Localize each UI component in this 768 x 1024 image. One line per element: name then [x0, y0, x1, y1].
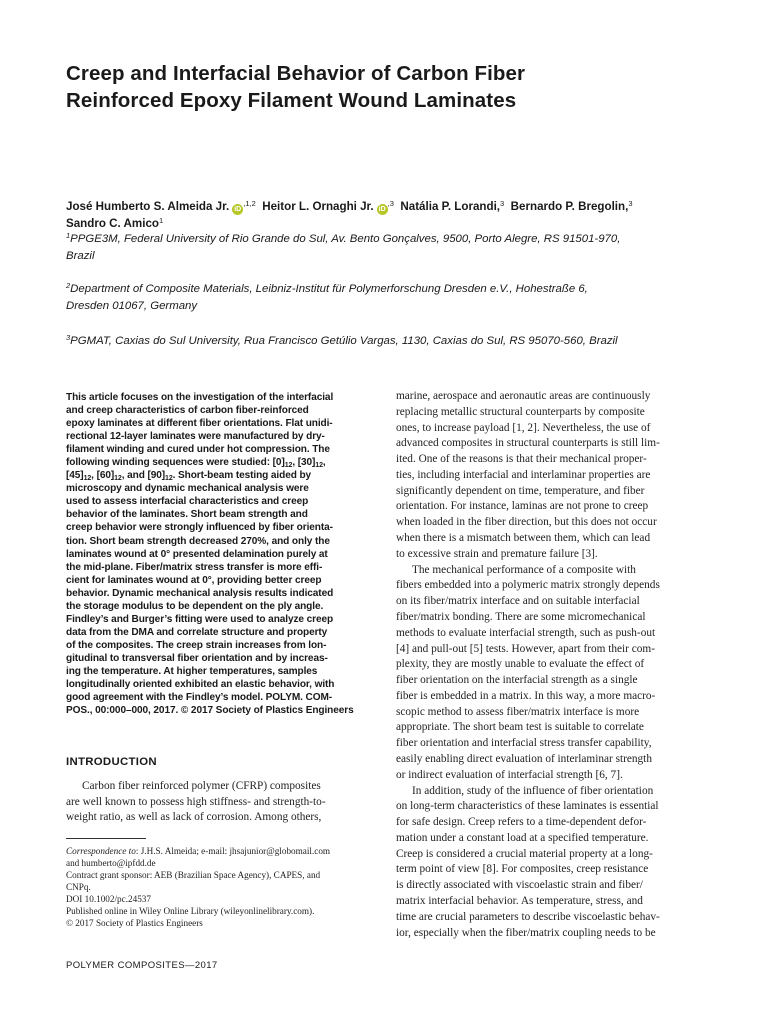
affiliation-text: PGMAT, Caxias do Sul University, Rua Francisco Getúlio Vargas, 1130, Caxias do Sul, RS 95070-560, Brazil [70, 335, 618, 347]
affiliation-marker: 1 [66, 231, 71, 240]
abstract-line: and creep characteristics of carbon fiber-reinforced [66, 405, 309, 417]
body-line: ited. One of the reasons is that their mechanical proper- [396, 453, 647, 466]
abstract-line: rectional 12-layer laminates were manufactured by dry- [66, 431, 325, 443]
body-line: Carbon fiber reinforced polymer (CFRP) composites [82, 780, 321, 792]
introduction-text [66, 779, 375, 826]
body-line: scopic method to assess fiber/matrix interface is more [396, 705, 640, 718]
footnote-divider [66, 838, 146, 839]
affiliation-text: Dresden 01067, Germany [66, 300, 198, 312]
abstract-line: following winding sequences were studied: $[0]_{12}$, $[30]_{12}$, [66, 457, 326, 470]
author-row-1 [66, 198, 716, 215]
abstract-line: gitudinal to transversal fiber orientation and by increas- [66, 652, 328, 664]
orcid-icon[interactable]: iD [234, 206, 242, 213]
abstract-line: the storage modulus to be dependent on the ply angle. [66, 600, 324, 612]
affiliation-text: PPGE3M, Federal University of Rio Grande do Sul, Av. Bento Gonçalves, 9500, Porto Alegre, RS 91501-970, [70, 233, 621, 245]
abstract-line: ing the temperature. At higher temperatures, samples [66, 665, 318, 677]
body-line: [4] and pull-out [5] tests. However, apart from their com- [396, 642, 655, 655]
abstract-line: data from the DMA and correlate structure and property [66, 626, 328, 638]
grant-footnote: Contract grant sponsor: AEB (Brazilian Space Agency), CAPES, and [66, 870, 321, 880]
abstract-line: used to assess interfacial characteristics and creep [66, 496, 309, 508]
body-line: fiber orientation and interfacial stress transfer capability, [396, 737, 652, 750]
abstract [66, 391, 375, 717]
author-name: Natália P. Lorandi, [400, 200, 501, 213]
right-column-text [396, 389, 708, 941]
body-line: when loaded in the fiber direction, but this does not occur [396, 516, 657, 529]
body-line: is directly associated with viscoelastic strain and fiber/ [396, 879, 643, 892]
published-online: Published online in Wiley Online Library (wileyonlinelibrary.com). [66, 906, 315, 916]
body-line: weight ratio, as well as lack of corrosion. Among others, [66, 811, 322, 824]
body-line: time are crucial parameters to describe viscoelastic behav- [396, 910, 660, 923]
author-affiliation-marker: ,1,2 [243, 199, 256, 208]
abstract-line: behavior. Dynamic mechanical analysis results indicated [66, 587, 334, 599]
body-line: significantly dependent on time, temperature, and fiber [396, 484, 645, 497]
body-line: on its fiber/matrix interface and on suitable interfacial [396, 595, 640, 608]
correspondence-emails-line-2[interactable]: and humberto@ipfdd.de [66, 858, 156, 868]
body-line: orientation. For instance, laminas are not prone to creep [396, 500, 649, 513]
body-line: mation under a constant load at a specified temperature. [396, 831, 649, 844]
author-affiliation-marker: ,3 [387, 199, 394, 208]
body-line: plexity, they are mostly unable to evaluate the effect of [396, 658, 645, 671]
body-line: ties, including interfacial and interlaminar properties are [396, 468, 651, 481]
body-line: ones, to increase payload [1, 2]. Nevertheless, the use of [396, 421, 651, 434]
correspondence-footnote [66, 845, 376, 857]
abstract-line: of the composites. The creep strain increases from lon- [66, 639, 327, 651]
title-line-2: Reinforced Epoxy Filament Wound Laminates [66, 89, 517, 112]
body-line: fiber orientation on the interfacial strength as a single [396, 674, 638, 687]
affiliation-text: Department of Composite Materials, Leibniz-Institut für Polymerforschung Dresden e.V., Hohestraße 6, [70, 283, 588, 295]
abstract-line: Findley’s and Burger’s fitting were used to analyze creep [66, 613, 334, 625]
author-affiliation-marker: 3 [628, 199, 633, 208]
grant-footnote-line-2: CNPq. [66, 882, 91, 892]
orcid-icon[interactable]: iD [378, 206, 386, 213]
affiliation-text: Brazil [66, 250, 95, 262]
affiliation-1 [66, 231, 716, 265]
author-list [66, 198, 716, 232]
body-line: on long-term characteristics of these laminates is essential [396, 800, 659, 813]
body-line: or indirect evaluation of interfacial strength [6, 7]. [396, 768, 623, 781]
body-line: replacing metallic structural counterparts by composite [396, 405, 645, 418]
author-row-2 [66, 215, 716, 232]
affiliation-2 [66, 281, 716, 315]
abstract-line: microscopy and dynamic mechanical analysis were [66, 483, 309, 495]
section-heading-introduction: INTRODUCTION [66, 756, 157, 768]
affiliation-marker: 3 [66, 333, 71, 342]
abstract-line: longitudinally oriented exhibited an elastic behavior, with [66, 679, 335, 691]
body-line: for safe design. Creep refers to a time-dependent defor- [396, 816, 647, 829]
body-line: marine, aerospace and aeronautic areas are continuously [396, 390, 651, 402]
body-line: easily enabling direct evaluation of interlaminar strength [396, 752, 652, 765]
body-line: ior, especially when the fiber/matrix coupling needs to be [396, 926, 656, 939]
abstract-line: This article focuses on the investigation of the interfacial [66, 392, 334, 403]
doi[interactable]: DOI 10.1002/pc.24537 [66, 894, 151, 904]
body-line: In addition, study of the influence of fiber orientation [412, 784, 654, 797]
footnotes [66, 845, 376, 929]
body-line: methods to evaluate interfacial strength, such as push-out [396, 626, 656, 639]
abstract-line: good agreement with the Findley’s model. POLYM. COM- [66, 692, 333, 704]
author-affiliation-marker: 1 [158, 216, 164, 225]
affiliation-marker: 2 [66, 281, 71, 290]
abstract-line: epoxy laminates at different fiber orientations. Flat unidi- [66, 418, 333, 430]
abstract-line: the mid-plane. Fiber/matrix stress transfer is more effi- [66, 561, 323, 573]
abstract-line: behavior of the laminates. Short beam strength and [66, 509, 308, 521]
abstract-line: POS., 00:000–000, 2017. © 2017 Society of Plastics Engineers [66, 705, 354, 717]
journal-footer: POLYMER COMPOSITES—2017 [66, 960, 218, 971]
correspondence-label: Correspondence to [66, 846, 136, 856]
body-line: when there is a mismatch between them, which can lead [396, 532, 651, 545]
body-line: fiber is embedded in a matrix. In this way, a more macro- [396, 689, 656, 702]
body-line: to excessive strain and premature failure [3]. [396, 547, 598, 560]
body-line: appropriate. The short beam test is suitable to correlate [396, 721, 644, 734]
body-line: are well known to possess high stiffness- and strength-to- [66, 795, 326, 808]
abstract-line: creep behavior were strongly influenced by fiber orienta- [66, 522, 333, 534]
body-line: advanced composites in structural counterparts is still lim- [396, 437, 660, 450]
abstract-line: cient for laminates wound at 0°, providing better creep [66, 574, 322, 586]
abstract-line: tion. Short beam strength decreased 270%, and only the [66, 535, 330, 547]
abstract-line: $[45]_{12}$, $[60]_{12}$, and $[90]_{12}$. Short-beam testing aided by [66, 470, 312, 483]
author-name: Bernardo P. Bregolin, [510, 200, 629, 213]
abstract-line: laminates wound at 0° presented delamination purely at [66, 548, 328, 560]
author-affiliation-marker: 3 [500, 199, 505, 208]
article-title [66, 60, 706, 114]
author-name: José Humberto S. Almeida Jr. [66, 200, 230, 213]
correspondence-emails[interactable]: : J.H.S. Almeida; e-mail: jhsajunior@globomail.com [135, 846, 331, 856]
body-line: term point of view [8]. For composites, creep resistance [396, 863, 649, 876]
body-line: fiber/matrix bonding. There are some micromechanical [396, 610, 646, 623]
title-line-1: Creep and Interfacial Behavior of Carbon Fiber [66, 62, 526, 85]
body-line: matrix interfacial behavior. As temperature, stress, and [396, 895, 643, 907]
copyright: © 2017 Society of Plastics Engineers [66, 918, 203, 928]
body-line: The mechanical performance of a composite with [412, 563, 636, 576]
body-line: fibers embedded into a polymeric matrix strongly depends [396, 579, 660, 592]
abstract-line: filament winding and cured under hot compression. The [66, 444, 330, 456]
body-line: Creep is considered a crucial material property at a long- [396, 847, 653, 860]
author-name: Sandro C. Amico [66, 217, 159, 230]
affiliation-3 [66, 333, 716, 350]
author-name: Heitor L. Ornaghi Jr. [262, 200, 374, 213]
